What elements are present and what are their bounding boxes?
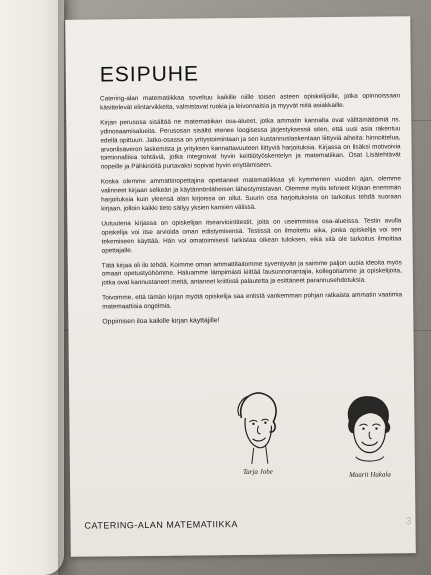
caricature-drawing [227,388,288,467]
paragraph-thanks: Tätä kirjaa oli ilo tehdä. Koimme oman ammattitaitomme syventyvän ja saimme paljon uusia ideoita myös omaan opetustyöhömme. Haluamme lämpimästi kiittää lausunnonantajia, kollegoitamme ja opiskelijoita, jotka ovat kannustaneet meitä, antaneet kriittistä palautetta ja esittäneet parannusehdotuksia. [101,258,402,287]
author-portrait-1 [227,388,288,477]
closing-line: Oppimisen iloa kaikille kirjan käyttäjille! [102,317,220,326]
paragraph-approach: Koska olemme ammattinopettajina opettaneet matematiikkaa yli kymmenen vuoden ajan, olemme valinneet kirjaan selkeän ja käytännönläheisen lähestymistavan. Olemme myös tehneet kirjaan enemmän harjoituksia kuin yleensä alan kirjoissa on ollut. Suurin osa harjoituksista on tarkoitus tehdä suoraan kirjaan, jolloin kaikki tieto säilyy yksien kansien välissä. [100,175,402,213]
left-page-edge [0,0,64,575]
caricature-drawing [339,392,400,469]
author-signature-2: Maarit Hakala [349,470,391,479]
author-portrait-2 [339,392,400,479]
paragraph-intro: Catering-alan matematiikkaa soveltuu kaikille niille toisen asteen opiskelijoille, jotka opinnoissaan käsittelevät elintarvikkeita, valmistavat ruokia ja leivonnaisia ja myyvät niitä asiakkaille. [99,92,401,112]
footer-book-title: CATERING-ALAN MATEMATIIKKA [84,519,239,531]
page-number: 3 [405,516,412,528]
paragraph-wish: Toivomme, että tämän kirjan myötä opiskelija saa entistä vankemman pohjan ratkaista ammatin vaatimia matemaattisia ongelmia. [102,291,403,311]
page-content [100,60,403,325]
book-page [65,16,416,557]
paragraph-self-assessment: Uutuutena kirjassa on opiskelijan itsearviointitestit, joita on useimmissa osa-alueissa. Testin avulla opiskelija voi itse arvioida oman edistymisensä. Testissä on ilmoitettu aika, jonka opiskelija voi sen tekemiseen käyttää. Hän voi omatoimisesti tarkistaa oikean tuloksen, eikä sitä ole tarkoitus ilmoittaa opettajalle. [101,217,402,255]
author-signature-1: Tarja Jobe [242,467,273,476]
paragraph-contents: Kirjan perusosa sisältää ne matematiikan osa-alueet, jotka ammatin kannalta ovat välttämättömiä ns. ydinosaamisalueita. Perusosan sisältö etenee loogisessa järjestyksessä siten, että uusi asia rakentuu edellä opittuun. Jatko-osassa on yritystoimintaan ja sen kustannuslaskentaan liittyviä aiheita: hinnoittelua, arvonlisäveron laskemista ja yrityksen kannattavuuteen liittyviä harjoituksia. Kirjassa on lisäksi motivoivia toiminnallisia tehtäviä, jotka integroivat hyvin keittiötyöskentelyn ja matematiikan. Osat Lisätehtävät nopeille ja Pähkinöitä purtavaksi sopivat hyvin eriyttämiseen. [100,116,401,171]
page-title: ESIPUHE [99,62,200,87]
